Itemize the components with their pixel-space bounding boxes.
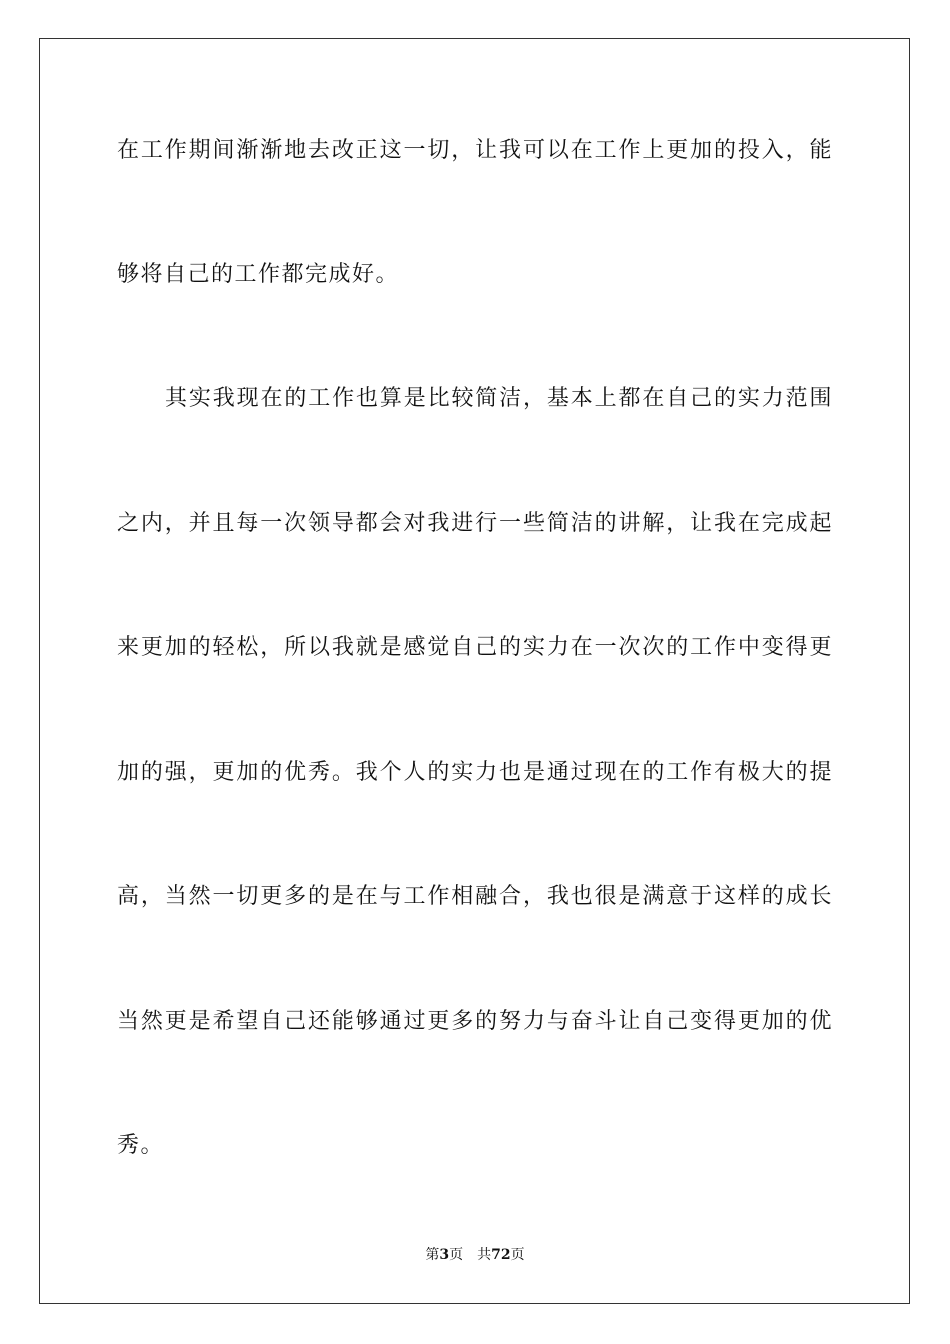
page-border [39,38,910,1304]
page-suffix: 页 [449,1247,464,1263]
body-line: 加的强，更加的优秀。我个人的实力也是通过现在的工作有极大的提 [117,760,833,785]
page-prefix: 第 [425,1247,440,1263]
total-prefix: 共 [477,1247,492,1263]
body-line: 够将自己的工作都完成好。 [117,262,400,287]
body-line: 秀。 [117,1133,165,1158]
page-footer [0,1246,950,1264]
body-line: 高，当然一切更多的是在与工作相融合，我也很是满意于这样的成长 [117,884,833,909]
body-line: 在工作期间渐渐地去改正这一切，让我可以在工作上更加的投入，能 [117,138,833,163]
total-suffix: 页 [510,1247,525,1263]
body-line: 之内，并且每一次领导都会对我进行一些简洁的讲解，让我在完成起 [117,511,833,536]
body-line-indented: 其实我现在的工作也算是比较简洁，基本上都在自己的实力范围 [165,386,833,411]
body-line: 当然更是希望自己还能够通过更多的努力与奋斗让自己变得更加的优 [117,1009,833,1034]
page-number: 3 [439,1247,450,1263]
body-line: 来更加的轻松，所以我就是感觉自己的实力在一次次的工作中变得更 [117,635,833,660]
total-pages: 72 [491,1247,511,1263]
